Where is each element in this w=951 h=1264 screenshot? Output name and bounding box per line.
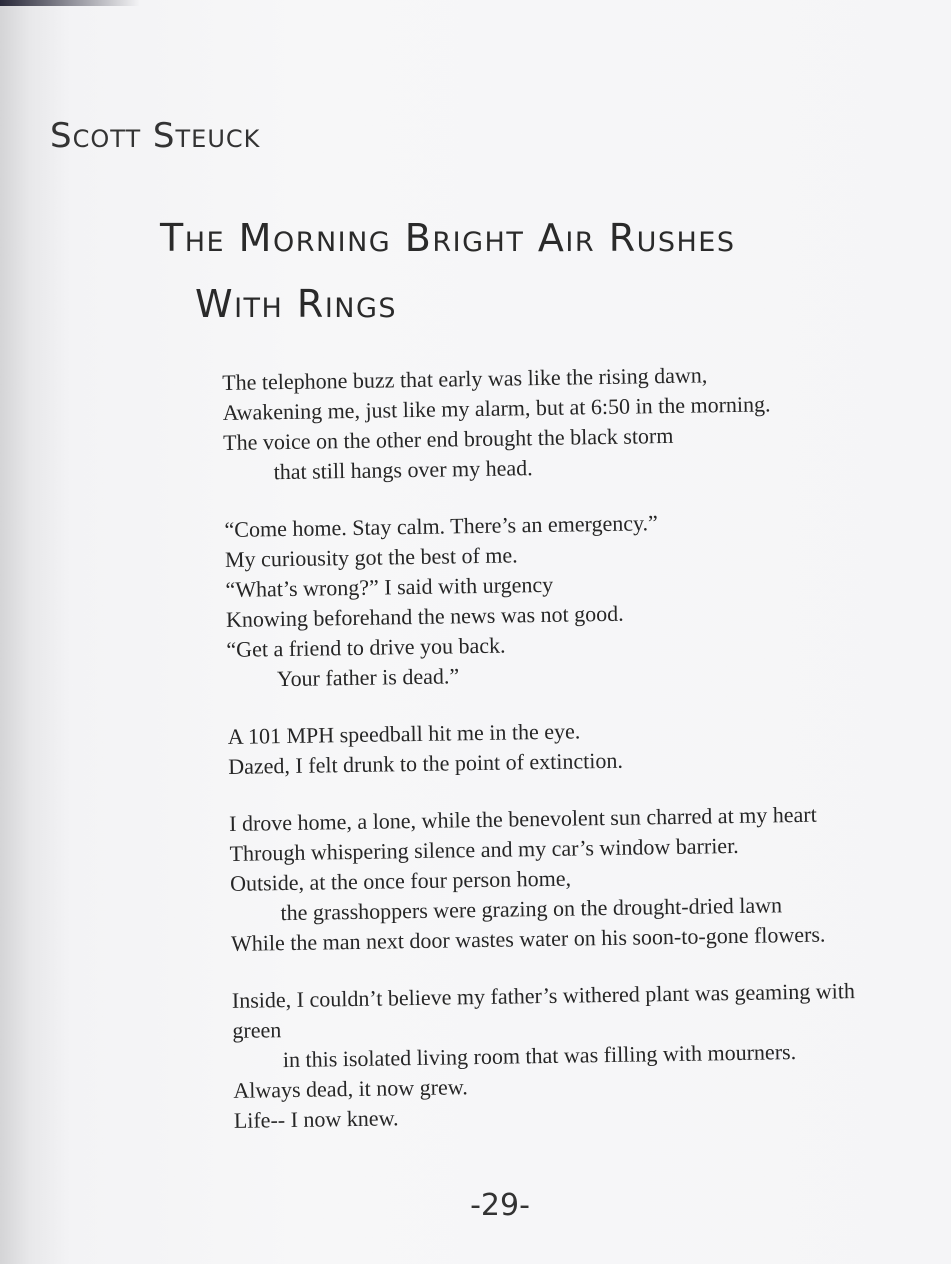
poem-line: Your father is dead.”	[276, 663, 460, 692]
poem-title-line-1: The Morning Bright Air Rushes	[160, 216, 736, 260]
poem-title-line-2: With Rings	[195, 282, 398, 326]
poem-line: Outside, at the once four person home,	[229, 865, 572, 896]
poem-line: A 101 MPH speedball hit me in the eye.	[227, 718, 581, 749]
poem-body	[222, 357, 934, 1163]
poem-line: “Come home. Stay calm. There’s an emergency.”	[224, 510, 659, 542]
poem-line: I drove home, a lone, while the benevolent sun charred at my heart	[228, 801, 817, 836]
stanza-2	[224, 504, 927, 695]
poem-line: Life-- I now knew.	[233, 1105, 399, 1133]
stanza-4	[229, 798, 931, 959]
poem-line: While the man next door wastes water on his soon-to-gone flowers.	[230, 921, 826, 956]
poem-line: Through whispering silence and my car’s window barrier.	[229, 832, 739, 866]
stanza-3	[228, 711, 929, 782]
stanza-1	[222, 357, 924, 488]
poem-line: Inside, I couldn’t believe my father’s withered plant was geaming with green	[231, 978, 856, 1043]
poem-line: “What’s wrong?” I said with urgency	[225, 571, 554, 602]
poem-line: in this isolated living room that was filling with mourners.	[282, 1039, 797, 1073]
poem-line: that still hangs over my head.	[273, 455, 533, 485]
author-name: Scott Steuck	[50, 116, 261, 156]
page-number: -29-	[470, 1188, 530, 1223]
poem-line: The telephone buzz that early was like the rising dawn,	[222, 362, 708, 395]
poem-line: Always dead, it now grew.	[233, 1074, 468, 1103]
page-edge-shadow	[0, 0, 140, 6]
poem-line: The voice on the other end brought the black storm	[222, 422, 674, 455]
poem-line: “Get a friend to drive you back.	[226, 632, 506, 662]
poem-line: Awakening me, just like my alarm, but at 6:50 in the morning.	[222, 391, 771, 425]
poem-line: Dazed, I felt drunk to the point of extinction.	[228, 747, 624, 779]
poem-line: Knowing beforehand the news was not good.	[225, 600, 624, 632]
poem-line: the grasshoppers were grazing on the drought-dried lawn	[280, 892, 783, 926]
poem-line: My curiousity got the best of me.	[224, 542, 518, 572]
stanza-5	[232, 975, 934, 1136]
